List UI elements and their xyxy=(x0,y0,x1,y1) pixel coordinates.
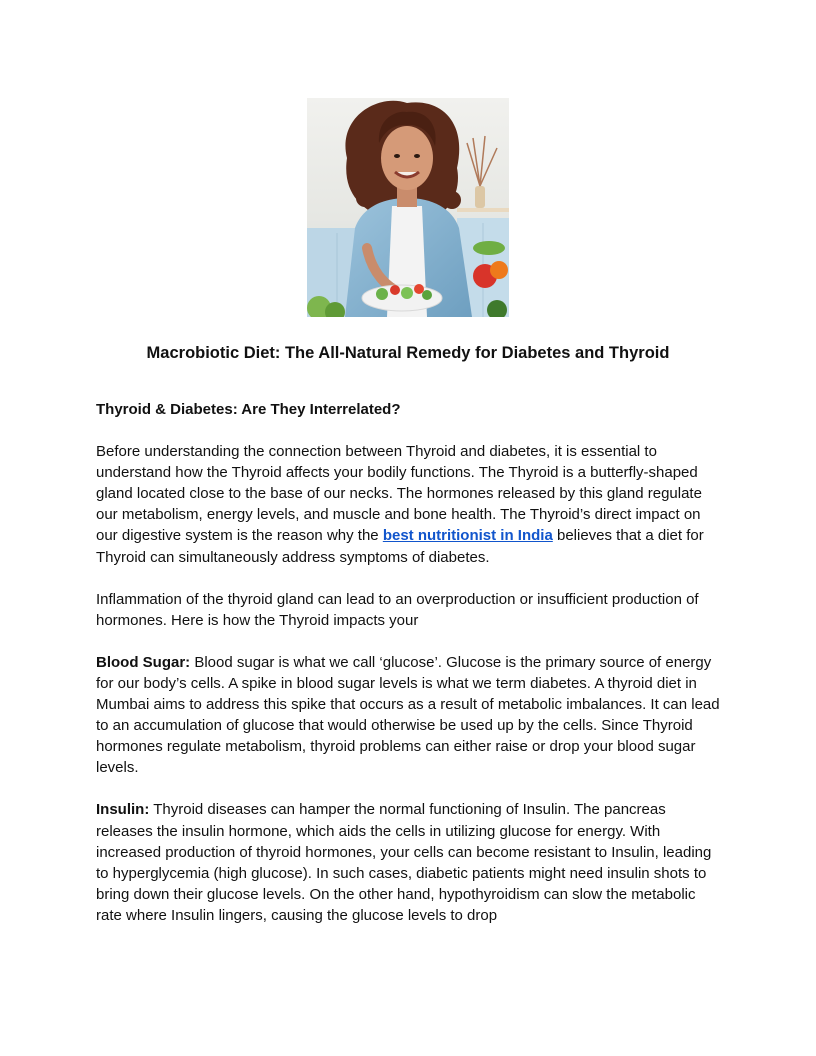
blood-sugar-label: Blood Sugar: xyxy=(96,653,191,671)
intro-text-end: believes that a diet for Thyroid can simultaneously address symptoms of diabetes. xyxy=(96,527,704,566)
inflammation-paragraph: Inflammation of the thyroid gland can lead to an overproduction or insufficient production of hormones. Here is how the Thyroid impacts your xyxy=(96,590,699,629)
article-body xyxy=(96,399,720,947)
insulin-text: Thyroid diseases can hamper the normal functioning of Insulin. The pancreas releases the insulin hormone, which aids the cells in utilizing glucose for energy. With increased production of thyroid hormones, your cells can become resistant to Insulin, leading to hyperglycemia (high glucose). In such cases, diabetic patients might need insulin shots to bring down their glucose levels. On the other hand, hypothyroidism can slow the metabolic rate where Insulin lingers, causing the glucose levels to drop xyxy=(96,801,712,924)
best-nutritionist-link[interactable]: best nutritionist in India xyxy=(382,527,553,545)
article-title: Macrobiotic Diet: The All-Natural Remedy for Diabetes and Thyroid xyxy=(146,344,670,362)
section-subheading: Thyroid & Diabetes: Are They Interrelated? xyxy=(96,401,401,418)
nutritionist-photo xyxy=(307,98,509,317)
hero-image xyxy=(307,98,509,317)
insulin-paragraph xyxy=(96,799,720,926)
blood-sugar-paragraph xyxy=(96,652,720,779)
blood-sugar-text: Blood sugar is what we call ‘glucose’. Glucose is the primary source of energy for our body’s cells. A spike in blood sugar levels is what we term diabetes. A thyroid diet in Mumbai aims to address this spike that occurs as a result of metabolic imbalances. It can lead to an accumulation of glucose that would otherwise be used up by the cells. Since Thyroid hormones regulate metabolism, thyroid problems can either raise or drop your blood sugar levels. xyxy=(96,653,720,777)
intro-text-start: Before understanding the connection between Thyroid and diabetes, it is essential to understand how the Thyroid affects your bodily functions. The Thyroid is a butterfly-shaped gland located close to the base of our necks. The hormones released by this gland regulate our metabolism, energy levels, and muscle and bone health. The Thyroid’s direct impact on our digestive system is the reason why the xyxy=(96,443,702,545)
insulin-label: Insulin: xyxy=(96,801,150,819)
intro-paragraph xyxy=(96,441,720,568)
